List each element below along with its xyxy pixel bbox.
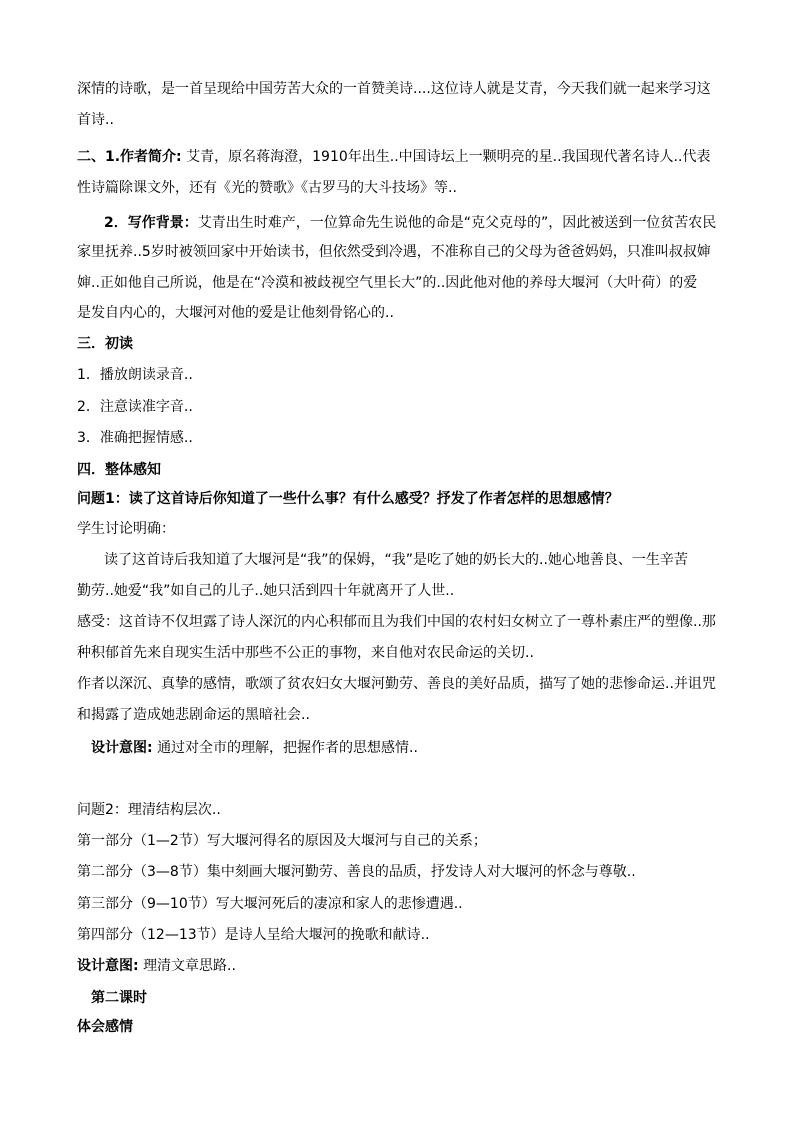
background-line-1 [104,214,716,232]
feeling-line-2: 种积郁首先来自现实生活中那些不公正的事物，来自他对农民命运的关切.. [77,645,534,661]
feeling-line-1: 感受：这首诗不仅坦露了诗人深沉的内心积郁而且为我们中国的农村妇女树立了一尊朴素庄严的塑像..那 [77,614,716,630]
author-intro-line-2: 性诗篇除课文外，还有《光的赞歌》《古罗马的大斗技场》等.. [77,180,457,196]
structure-part-3: 第三部分（9—10节）写大堰河死后的凄凉和家人的悲惨遭遇.. [77,896,463,912]
design-intent-1-text: 通过对全市的理解，把握作者的思想感情.. [157,740,418,756]
design-intent-1 [91,739,418,757]
structure-part-2: 第二部分（3—8节）集中刻画大堰河勤劳、善良的品质，抒发诗人对大堰河的怀念与尊敬.. [77,864,636,880]
structure-part-1: 第一部分（1—2节）写大堰河得名的原因及大堰河与自己的关系； [77,833,487,849]
emotion-line-2: 和揭露了造成她悲剧命运的黑暗社会.. [77,707,310,723]
read-step-2: 2．注意读准字音.. [77,399,193,415]
section-heading-overall: 四．整体感知 [77,462,161,478]
section-heading-first-read: 三．初读 [77,336,133,352]
intro-line-2: 首诗.. [77,112,114,128]
question-1: 问题1：读了这首诗后你知道了一些什么事？有什么感受？抒发了作者怎样的思想感情？ [77,491,619,507]
lesson-two-heading: 第二课时 [91,990,147,1006]
background-line-3: 婶..正如他自己所说，他是在“冷漠和被歧视空气里长大”的..因此他对他的养母大堰河（大叶荷）的爱 [77,275,698,291]
background-label: 2．写作背景： [104,215,198,231]
background-text-1: 艾青出生时难产，一位算命先生说他的命是“克父克母的”，因此被送到一位贫苦农民 [197,215,717,231]
question-2: 问题2：理清结构层次.. [77,802,221,818]
read-step-1: 1．播放朗读录音.. [77,367,193,383]
structure-part-4: 第四部分（12—13节）是诗人呈给大堰河的挽歌和献诗.. [77,927,430,943]
answer-line-1: 读了这首诗后我知道了大堰河是“我”的保姆，“我”是吃了她的奶长大的..她心地善良、一生辛苦 [104,552,688,568]
author-intro-line-1 [77,148,710,166]
design-intent-1-label: 设计意图: [91,740,153,756]
design-intent-2-label: 设计意图: [77,958,139,974]
author-intro-label: 二、1.作者简介: [77,149,182,165]
emotion-line-1: 作者以深沉、真挚的感情，歌颂了贫农妇女大堰河勤劳、善良的美好品质，描写了她的悲惨命运..并诅咒 [77,676,716,692]
author-intro-text: 艾青，原名蒋海澄，1910年出生..中国诗坛上一颗明亮的星..我国现代著名诗人..代表 [186,149,711,165]
background-line-4: 是发自内心的，大堰河对他的爱是让他刻骨铭心的.. [77,305,394,321]
intro-line-1: 深情的诗歌，是一首呈现给中国劳苦大众的一首赞美诗....这位诗人就是艾青，今天我们就一起来学习这 [77,81,711,97]
background-line-2: 家里抚养..5岁时被领回家中开始读书，但依然受到冷遇，不准称自己的父母为爸爸妈妈，只准叫叔叔婶 [77,244,711,260]
read-step-3: 3．准确把握情感.. [77,430,193,446]
design-intent-2 [77,957,236,975]
discussion-label: 学生讨论明确： [77,521,175,537]
answer-line-2: 勤劳..她爱“我”如自己的儿子..她只活到四十年就离开了人世.. [77,583,455,599]
design-intent-2-text: 理清文章思路.. [143,958,236,974]
feel-emotion-heading: 体会感情 [77,1019,133,1035]
